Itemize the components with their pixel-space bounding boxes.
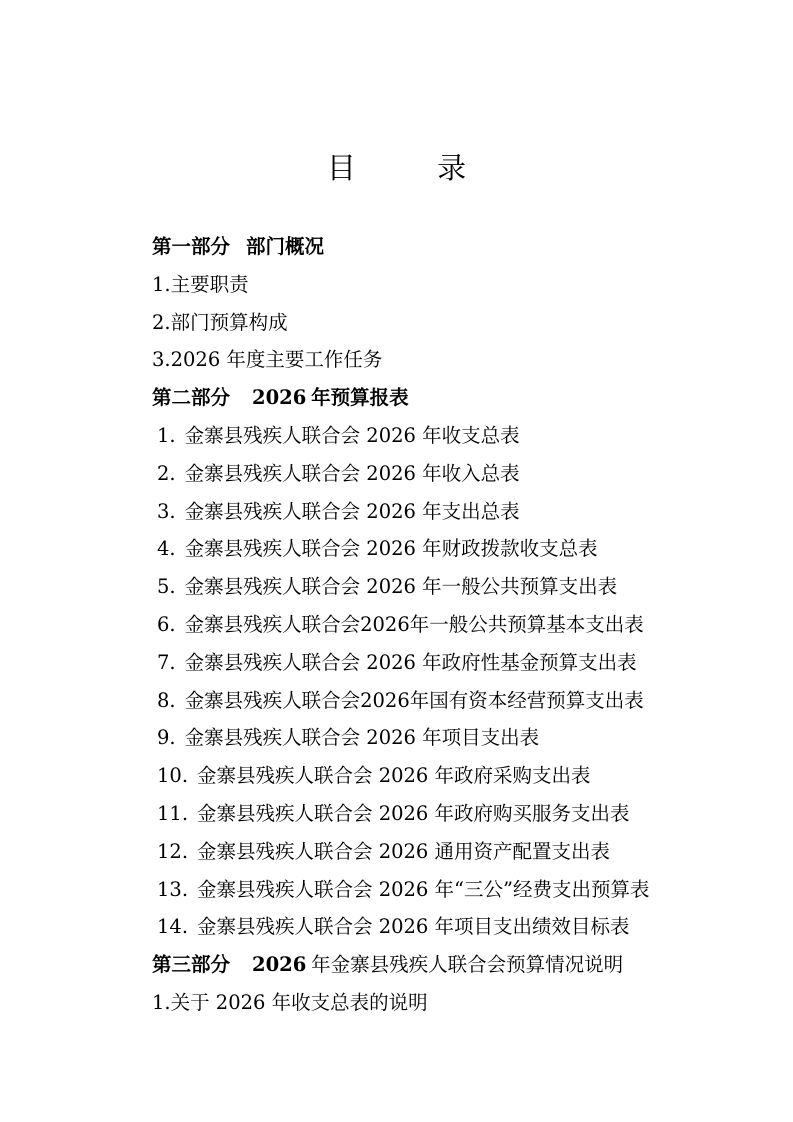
entry-number: 3.: [157, 499, 176, 523]
entry-number: 13.: [157, 877, 189, 901]
toc-entry: 1.主要职责: [152, 272, 249, 296]
entry-text: 金寨县残疾人联合会 2026 通用资产配置支出表: [197, 839, 611, 863]
toc-entry: [152, 719, 772, 757]
entry-number: 14.: [157, 915, 189, 939]
section-year: 2026: [252, 953, 307, 977]
toc-entry: [152, 455, 772, 493]
section-name: 年金寨县残疾人联合会预算情况说明: [311, 953, 624, 977]
entry-number: 1.: [157, 423, 176, 447]
entry-text: 金寨县残疾人联合会 2026 年项目支出绩效目标表: [197, 915, 630, 939]
section-name: 年预算报表: [311, 386, 409, 410]
entry-number: 6.: [157, 612, 176, 636]
section-year: 2026: [252, 386, 307, 410]
entry-text: 金寨县残疾人联合会 2026 年项目支出表: [184, 726, 540, 750]
section-name: 部门概况: [246, 235, 325, 258]
entry-text: 金寨县残疾人联合会 2026 年收入总表: [184, 461, 520, 485]
toc-entry: [152, 833, 772, 871]
toc-entry: 3.2026 年度主要工作任务: [152, 348, 383, 372]
entry-number: 2.: [157, 461, 176, 485]
entry-text: 金寨县残疾人联合会2026年国有资本经营预算支出表: [184, 688, 644, 712]
entry-text: 金寨县残疾人联合会 2026 年政府性基金预算支出表: [184, 650, 637, 674]
page-title: 目 录: [326, 151, 493, 185]
toc-entry: [152, 644, 772, 682]
toc-entry: [152, 530, 772, 568]
section-label: 第三部分: [152, 953, 231, 977]
entry-number: 4.: [157, 537, 176, 561]
toc-entry: [152, 757, 772, 795]
toc-entry: [152, 908, 772, 946]
entry-text: 金寨县残疾人联合会 2026 年一般公共预算支出表: [184, 575, 618, 599]
entry-number: 8.: [157, 688, 176, 712]
table-of-contents: [152, 228, 772, 1022]
section-label: 第一部分: [152, 235, 231, 258]
toc-entry: [152, 568, 772, 606]
toc-entry: [152, 871, 772, 909]
entry-text: 金寨县残疾人联合会 2026 年政府采购支出表: [197, 764, 591, 788]
entry-number: 10.: [157, 764, 189, 788]
entry-number: 12.: [157, 839, 189, 863]
section-heading-2: [152, 379, 772, 417]
entry-text: 金寨县残疾人联合会 2026 年支出总表: [184, 499, 520, 523]
toc-entry: 1.关于 2026 年收支总表的说明: [152, 990, 428, 1014]
entry-text: 金寨县残疾人联合会 2026 年财政拨款收支总表: [184, 537, 598, 561]
section-label: 第二部分: [152, 386, 231, 410]
entry-number: 11.: [157, 801, 189, 825]
entry-text: 金寨县残疾人联合会 2026 年政府购买服务支出表: [197, 801, 630, 825]
entry-number: 5.: [157, 575, 176, 599]
toc-entry: [152, 417, 772, 455]
toc-entry: [152, 795, 772, 833]
toc-entry: [152, 682, 772, 720]
section-heading-1: [152, 228, 772, 266]
toc-entry: 2.部门预算构成: [152, 310, 288, 334]
entry-text: 金寨县残疾人联合会2026年一般公共预算基本支出表: [184, 612, 644, 636]
entry-number: 9.: [157, 726, 176, 750]
entry-text: 金寨县残疾人联合会 2026 年收支总表: [184, 423, 520, 447]
entry-number: 7.: [157, 650, 176, 674]
toc-entry: [152, 606, 772, 644]
section-heading-3: [152, 946, 772, 984]
entry-text: 金寨县残疾人联合会 2026 年“三公”经费支出预算表: [197, 877, 650, 901]
toc-entry: [152, 493, 772, 531]
